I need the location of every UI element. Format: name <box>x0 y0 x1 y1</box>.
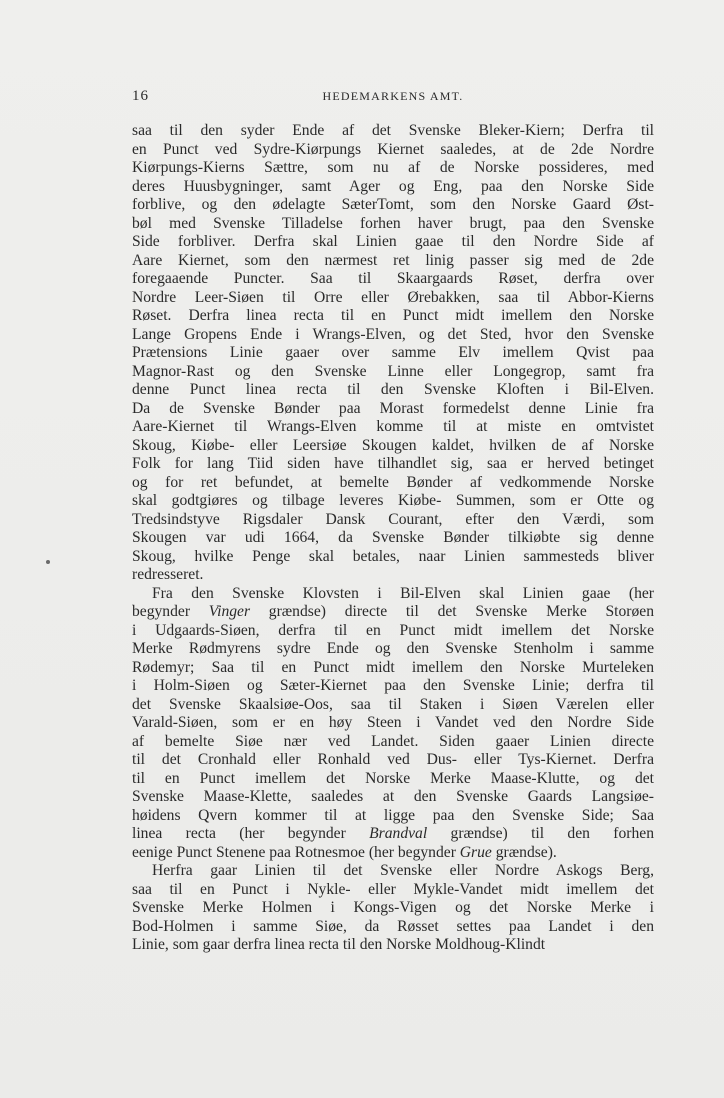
italic-name: Brandval <box>369 825 428 842</box>
text-line: Kiørpungs-Kierns Sættre, som nu af de Norske possideres, med <box>132 159 654 176</box>
text-line: Magnor-Rast og den Svenske Linne eller Longegrop, samt fra <box>132 362 654 380</box>
text-line: høidens Qvern kommer til at ligge paa den Svenske Side; Saa <box>132 806 654 824</box>
text-line: eenige Punct Stenene paa Rotnesmoe (her begynder Grue grændse). <box>132 843 557 861</box>
text-line: Herfra gaar Linien til det Svenske eller Nordre Askogs Berg, <box>152 862 654 879</box>
text-line: Røset. Derfra linea recta til en Punct midt imellem den Norske <box>132 307 654 324</box>
paragraph <box>132 585 654 863</box>
text-line: foregaaende Puncter. Saa til Skaargaards Røset, derfra over <box>132 270 654 287</box>
margin-speck <box>46 560 50 564</box>
text-line: Side forbliver. Derfra skal Linien gaae til den Nordre Side af <box>132 233 654 250</box>
text-line: Linie, som gaar derfra linea recta til den Norske Moldhoug-Klindt <box>132 936 546 953</box>
text-line: Fra den Svenske Klovsten i Bil-Elven skal Linien gaae (her <box>152 584 654 602</box>
text-line: i Holm-Siøen og Sæter-Kiernet paa den Svenske Linie; derfra til <box>132 677 654 694</box>
text-line: af bemelte Siøe nær ved Landet. Siden gaaer Linien directe <box>132 732 654 750</box>
body-text <box>132 122 654 955</box>
text-line: deres Huusbygninger, samt Ager og Eng, paa den Norske Side <box>132 177 654 195</box>
text-line: Aare-Kiernet til Wrangs-Elven komme til at miste en omtvistet <box>132 418 654 435</box>
text-line: forblive, og den ødelagte SæterTomt, som den Norske Gaard Øst- <box>132 196 654 213</box>
text-line: Lange Gropens Ende i Wrangs-Elven, og det Sted, hvor den Svenske <box>132 325 654 343</box>
page-number: 16 <box>132 88 149 104</box>
text-line: Folk for lang Tiid siden have tilhandlet sig, saa er herved betinget <box>132 455 654 472</box>
text-line: Skougen var udi 1664, da Svenske Bønder tilkiøbte sig denne <box>132 529 654 546</box>
text-line: og for ret befundet, at bemelte Bønder af vedkommende Norske <box>132 473 654 491</box>
paragraph <box>132 122 654 585</box>
text-line: Skoug, hvilke Penge skal betales, naar Linien sammesteds bliver <box>132 547 654 565</box>
italic-name: Grue <box>459 843 492 861</box>
text-line: en Punct ved Sydre-Kiørpungs Kiernet saaledes, at de 2de Nordre <box>132 140 654 158</box>
text-line: Bod-Holmen i samme Siøe, da Røsset settes paa Landet i den <box>132 917 654 935</box>
text-line: skal godtgiøres og tilbage leveres Kiøbe- Summen, som er Otte og <box>132 492 654 509</box>
text-line: Da de Svenske Bønder paa Morast formedelst denne Linie fra <box>132 399 654 417</box>
text-line: Svenske Merke Holmen i Kongs-Vigen og det Norske Merke i <box>132 899 654 916</box>
text-line: Aare Kiernet, som den nærmest ret linig passer sig med de 2de <box>132 251 654 269</box>
running-title: HEDEMARKENS AMT. <box>322 89 464 103</box>
text-line: Prætensions Linie gaaer over samme Elv imellem Qvist paa <box>132 344 654 361</box>
text-line: Merke Rødmyrens sydre Ende og den Svenske Stenholm i samme <box>132 640 654 657</box>
text-line: saa til den syder Ende af det Svenske Bleker-Kiern; Derfra til <box>132 122 654 139</box>
text-line: Rødemyr; Saa til en Punct midt imellem den Norske Murteleken <box>132 658 654 676</box>
text-line: til det Cronhald eller Ronhald ved Dus- eller Tys-Kiernet. Derfra <box>132 751 654 768</box>
text-line: Varald-Siøen, som er en høy Steen i Vandet ved den Nordre Side <box>132 714 654 731</box>
text-line: begynder Vinger grændse) directe til det Svenske Merke Storøen <box>132 603 655 620</box>
text-line: denne Punct linea recta til den Svenske Kloften i Bil-Elven. <box>132 381 654 398</box>
paragraph <box>132 862 654 955</box>
text-line: bøl med Svenske Tilladelse forhen haver brugt, paa den Svenske <box>132 214 654 232</box>
text-line: i Udgaards-Siøen, derfra til en Punct midt imellem det Norske <box>132 621 654 639</box>
text-line: redresseret. <box>132 566 204 583</box>
text-line: saa til en Punct i Nykle- eller Mykle-Vandet midt imellem det <box>132 880 654 898</box>
italic-name: Vinger <box>208 603 251 620</box>
text-line: Svenske Maase-Klette, saaledes at den Svenske Gaards Langsiøe- <box>132 788 654 805</box>
text-line: Tredsindstyve Rigsdaler Dansk Courant, efter den Værdi, som <box>132 510 654 528</box>
page-header <box>132 88 654 110</box>
text-line: Nordre Leer-Siøen til Orre eller Ørebakken, saa til Abbor-Kierns <box>132 288 654 306</box>
text-line: linea recta (her begynder Brandval grændse) til den forhen <box>132 825 654 842</box>
text-line: til en Punct imellem det Norske Merke Maase-Klutte, og det <box>132 769 654 787</box>
text-line: det Svenske Skaalsiøe-Oos, saa til Staken i Siøen Værelen eller <box>132 695 654 713</box>
text-line: Skoug, Kiøbe- eller Leersiøe Skougen kaldet, hvilken de af Norske <box>132 436 654 454</box>
